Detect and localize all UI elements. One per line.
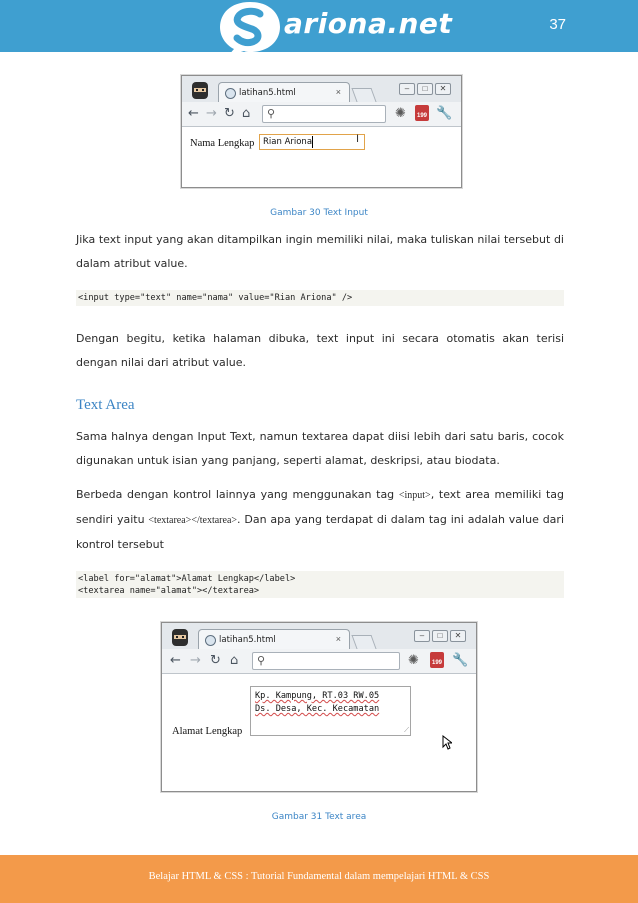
home-icon[interactable]: ⌂ <box>242 106 251 121</box>
figure-1-caption: Gambar 30 Text Input <box>270 208 368 218</box>
figure-1-browser <box>181 75 462 188</box>
page-footer <box>0 855 638 903</box>
logo-text: ariona.net <box>284 7 453 40</box>
settings-gear-icon[interactable]: ✺ <box>408 653 419 668</box>
feed-count: 199 <box>416 113 427 119</box>
logo-bubble-icon <box>216 0 286 56</box>
feed-badge[interactable] <box>415 105 429 121</box>
close-window-icon[interactable]: ✕ <box>435 83 451 95</box>
code-block-textarea <box>76 571 564 598</box>
mouse-pointer-icon <box>442 735 452 750</box>
footer-text: Belajar HTML & CSS : Tutorial Fundamental dalam mempelajari HTML & CSS <box>148 871 490 882</box>
wrench-icon[interactable]: 🔧 <box>452 653 469 668</box>
ariona-logo <box>216 0 453 56</box>
back-arrow-icon[interactable]: ← <box>170 653 181 668</box>
close-tab-icon[interactable]: × <box>335 87 341 97</box>
home-icon[interactable]: ⌂ <box>230 653 239 668</box>
settings-gear-icon[interactable]: ✺ <box>395 106 406 121</box>
close-window-icon[interactable]: ✕ <box>450 630 466 642</box>
wrench-icon[interactable]: 🔧 <box>436 106 453 121</box>
tab-title: latihan5.html <box>239 88 296 98</box>
new-tab-button[interactable] <box>351 635 376 649</box>
minimize-icon[interactable]: – <box>414 630 430 642</box>
back-arrow-icon[interactable]: ← <box>188 106 199 121</box>
nama-lengkap-label: Nama Lengkap <box>190 138 255 149</box>
paragraph-value-result: Dengan begitu, ketika halaman dibuka, text input ini secara otomatis akan terisi dengan nilai dari atribut value. <box>76 332 564 369</box>
para4-part1: Berbeda dengan kontrol lainnya yang menggunakan tag <box>76 488 399 501</box>
feed-count: 199 <box>431 660 442 666</box>
address-bar[interactable] <box>262 105 386 123</box>
textarea-line-2: Ds. Desa, Kec. Kecamatan <box>255 704 380 714</box>
figure-2-browser <box>161 622 477 792</box>
browser-toolbar <box>182 102 461 127</box>
ninja-icon <box>190 79 210 101</box>
forward-arrow-icon[interactable]: → <box>190 653 201 668</box>
reload-icon[interactable]: ↻ <box>224 106 235 121</box>
paragraph-textarea-tag <box>76 483 564 557</box>
code-line-1: <label for="alamat">Alamat Lengkap</label> <box>78 574 296 584</box>
section-heading: Text Area <box>76 397 135 413</box>
search-icon: ⚲ <box>257 655 266 667</box>
code-line-2: <textarea name="alamat"></textarea> <box>78 586 260 596</box>
reload-icon[interactable]: ↻ <box>210 653 221 668</box>
para4-part2: , text area memiliki tag sendiri yaitu <box>76 488 564 526</box>
minimize-icon[interactable]: – <box>399 83 415 95</box>
feed-badge[interactable] <box>430 652 444 668</box>
search-icon: ⚲ <box>267 108 276 120</box>
ibeam-cursor-icon: I <box>356 133 360 145</box>
browser-tab[interactable] <box>218 82 350 103</box>
textarea-line-1: Kp. Kampung, RT.03 RW.05 <box>255 691 380 701</box>
text-caret <box>312 136 313 148</box>
alamat-lengkap-label: Alamat Lengkap <box>172 726 243 737</box>
para4-textarea-tag: <textarea></textarea> <box>148 515 238 526</box>
nama-input[interactable] <box>259 134 365 150</box>
address-bar[interactable] <box>252 652 400 670</box>
alamat-textarea[interactable] <box>250 686 411 736</box>
globe-icon <box>225 88 236 99</box>
page-number: 37 <box>549 16 566 33</box>
page-header <box>0 0 638 52</box>
code-block-input <box>76 290 564 306</box>
para4-input-tag: <input> <box>398 490 431 501</box>
globe-icon <box>205 635 216 646</box>
window-controls <box>397 78 451 96</box>
browser-toolbar <box>162 649 476 674</box>
close-tab-icon[interactable]: × <box>335 634 341 644</box>
resize-handle-icon[interactable]: ⟋ <box>404 727 409 734</box>
maximize-icon[interactable]: □ <box>417 83 433 95</box>
nama-input-value: Rian Ariona <box>263 137 313 147</box>
window-controls <box>412 625 466 643</box>
browser-tab[interactable] <box>198 629 350 650</box>
ninja-icon <box>170 626 190 648</box>
code-line: <input type="text" name="nama" value="Rian Ariona" /> <box>78 293 353 303</box>
paragraph-textarea-intro: Sama halnya dengan Input Text, namun textarea dapat diisi lebih dari satu baris, cocok digunakan untuk isian yang panjang, seperti alamat, deskripsi, atau biodata. <box>76 430 564 467</box>
paragraph-value-intro: Jika text input yang akan ditampilkan ingin memiliki nilai, maka tuliskan nilai tersebut di dalam atribut value. <box>76 233 564 270</box>
browser-titlebar <box>162 623 476 649</box>
new-tab-button[interactable] <box>351 88 376 102</box>
tab-title: latihan5.html <box>219 635 276 645</box>
browser-titlebar <box>182 76 461 102</box>
figure-2-caption: Gambar 31 Text area <box>271 812 367 822</box>
maximize-icon[interactable]: □ <box>432 630 448 642</box>
forward-arrow-icon[interactable]: → <box>206 106 217 121</box>
para4-part3: . Dan apa yang terdapat di dalam tag ini adalah value dari kontrol tersebut <box>76 513 565 551</box>
